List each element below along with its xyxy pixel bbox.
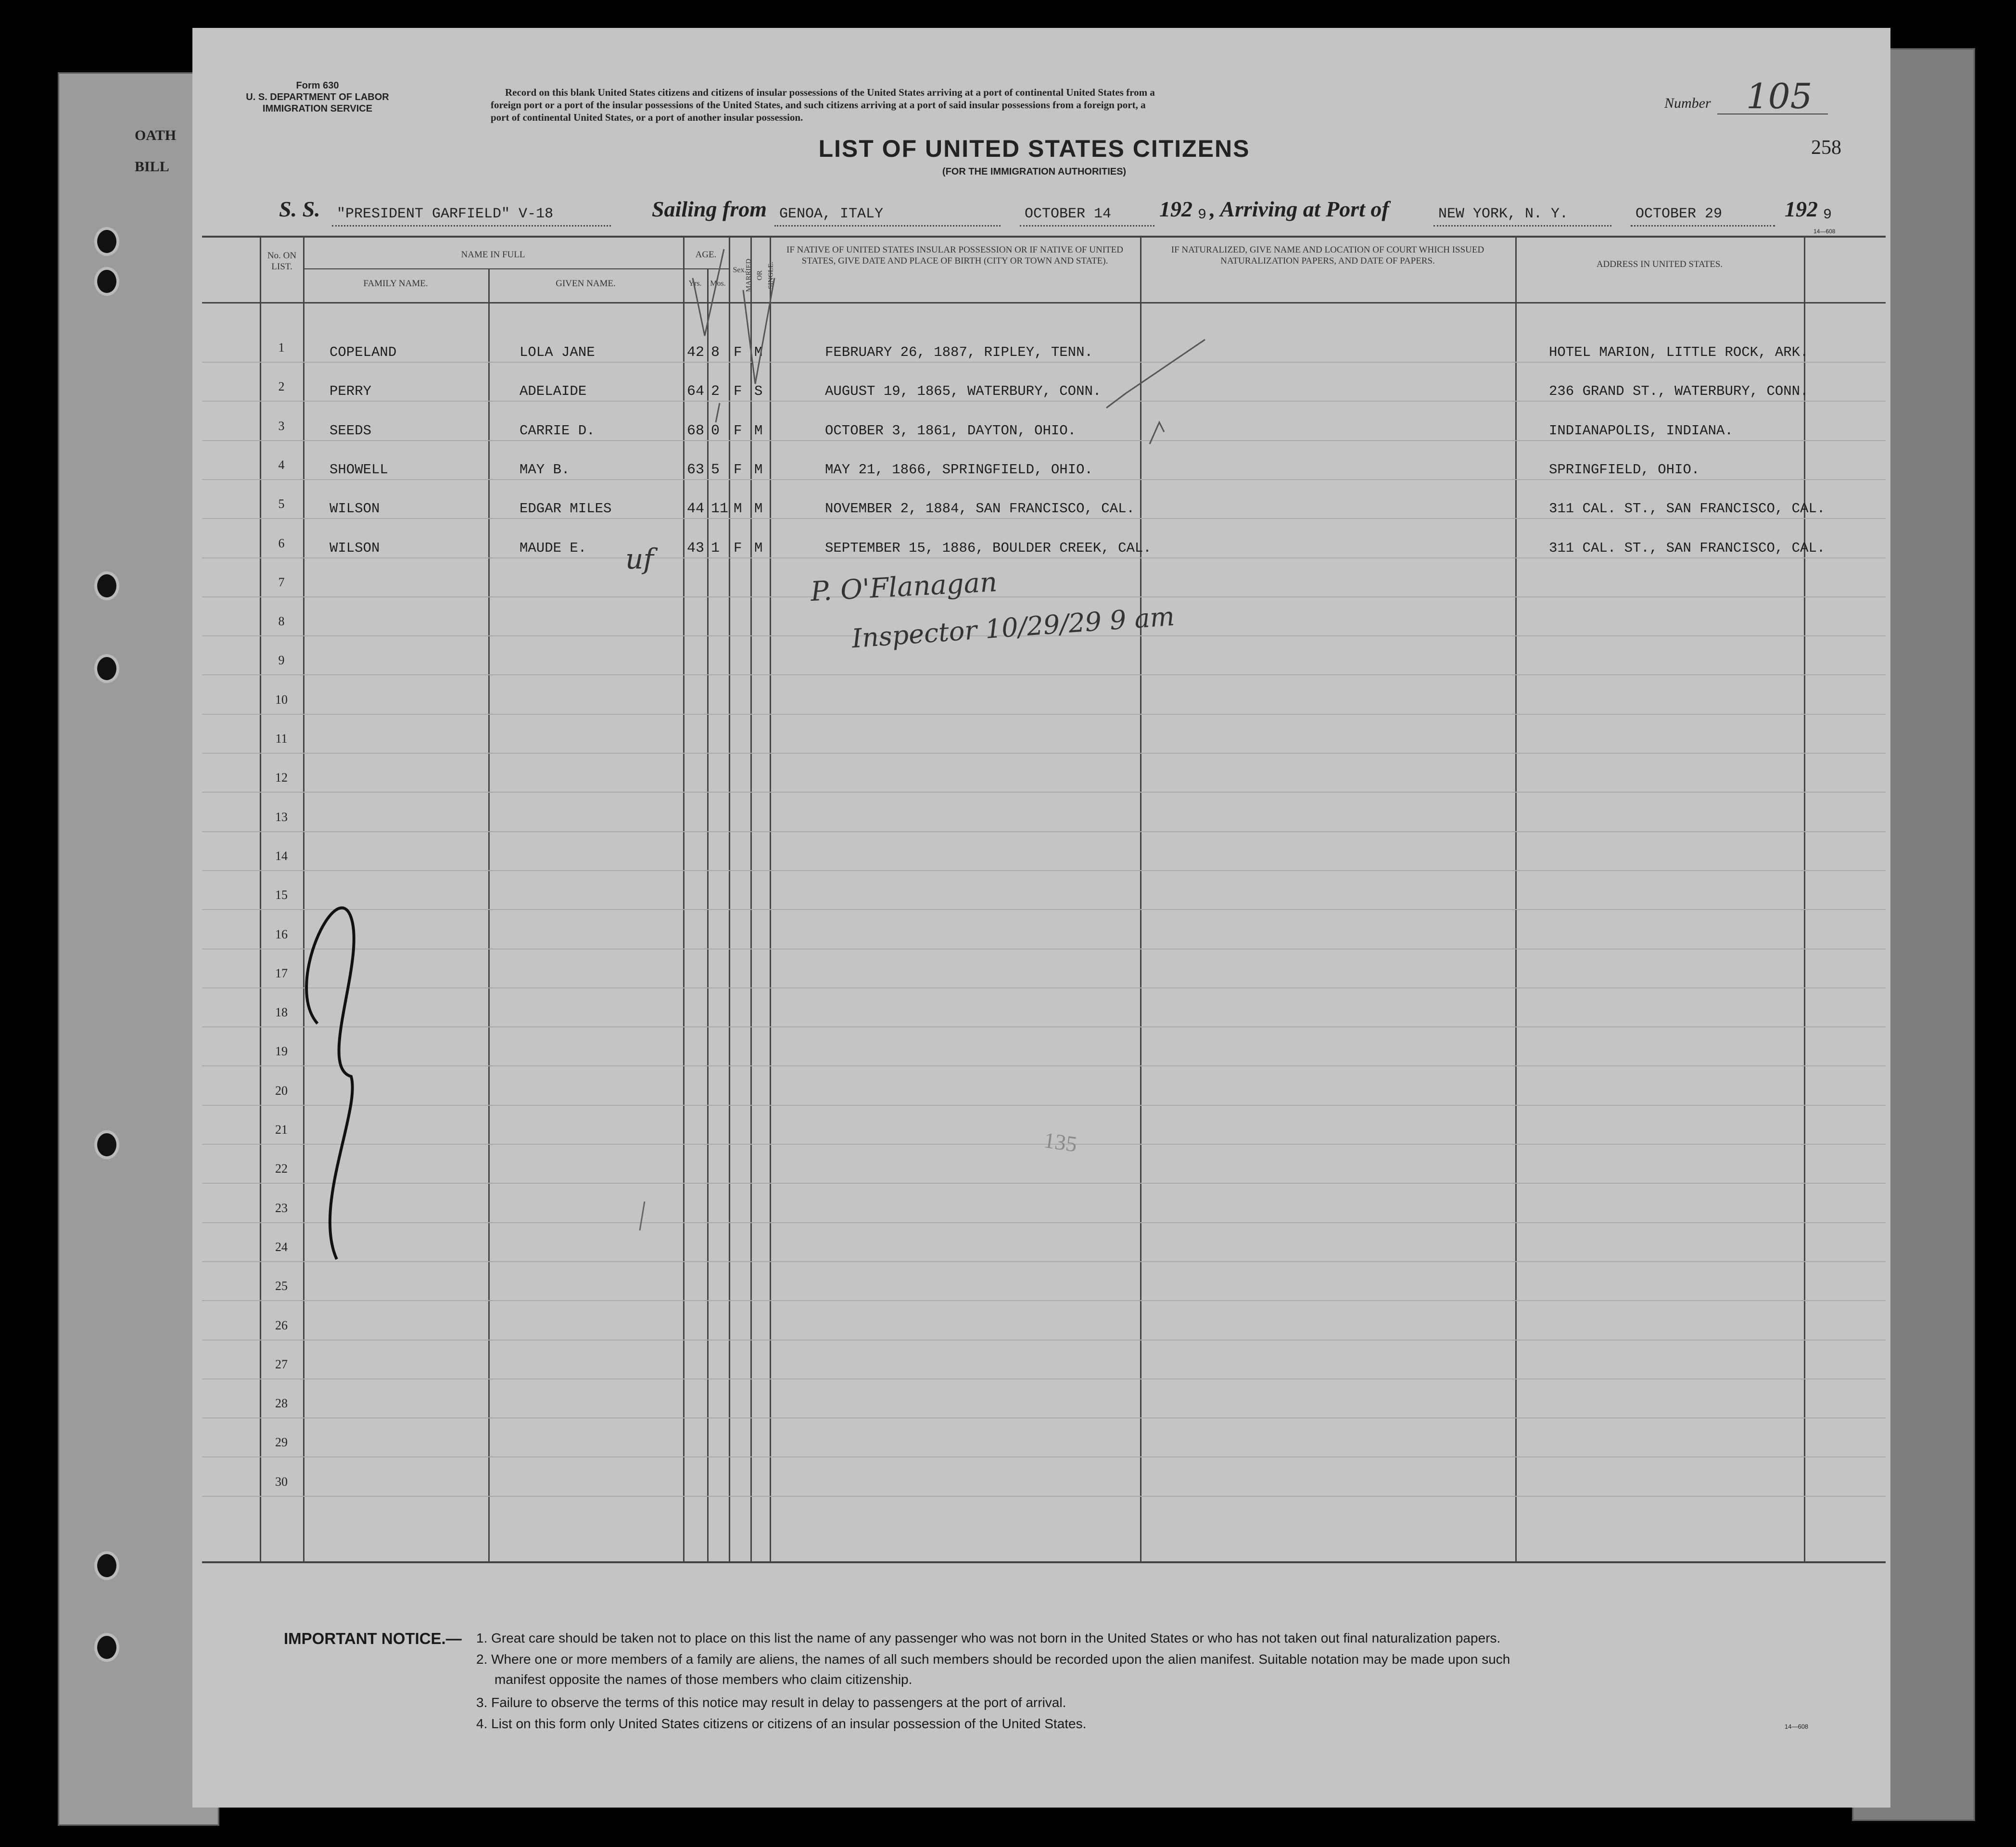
row-number: 4: [278, 457, 285, 472]
checkmark-row2: [1150, 422, 1164, 444]
manifest-page: [192, 28, 1890, 1808]
number-value: 105: [1746, 76, 1813, 116]
binder-hole: [94, 1633, 119, 1662]
row-number: 19: [275, 1044, 288, 1059]
binder-hole: [94, 267, 119, 296]
row-number: 17: [275, 966, 288, 980]
row-number: 11: [275, 732, 288, 746]
family-name-cell: WILSON: [330, 540, 380, 556]
binder-hole: [94, 654, 119, 683]
given-name-cell: LOLA JANE: [520, 344, 595, 360]
binder-hole: [94, 1130, 119, 1159]
header-naturalized: IF NATURALIZED, GIVE NAME AND LOCATION OF COURT WHICH ISSUED NATURALIZATION PAPERS, AND DATE OF PAPERS.: [1171, 245, 1484, 266]
row-number: 21: [275, 1123, 288, 1137]
address-cell: 236 GRAND ST., WATERBURY, CONN.: [1549, 383, 1809, 400]
sex-cell: F: [734, 461, 742, 478]
notice-item-2b: manifest opposite the names of those members who claim citizenship.: [494, 1672, 913, 1687]
birth-cell: SEPTEMBER 15, 1886, BOULDER CREEK, CAL.: [825, 540, 1152, 556]
page-title: LIST OF UNITED STATES CITIZENS: [818, 135, 1250, 162]
row-number: 23: [275, 1201, 288, 1215]
row-number: 27: [275, 1357, 288, 1371]
row-number: 25: [275, 1279, 288, 1293]
sex-cell: F: [734, 540, 742, 556]
annotation-marks: [192, 28, 1890, 1808]
form-intro-line-3: port of continental United States, or a port of another insular possession.: [491, 112, 803, 123]
page-number: 258: [1811, 137, 1841, 159]
back-sheet-label-oath: OATH: [135, 127, 177, 143]
age-months-cell: 2: [711, 383, 720, 400]
family-name-cell: PERRY: [330, 383, 372, 400]
form-intro-line-2: foreign port or a port of the insular possessions of the United States, and such citizens arriving at a port of said insular possessions from a foreign port, a: [491, 99, 1146, 111]
age-years-cell: 63: [687, 461, 705, 478]
address-cell: INDIANAPOLIS, INDIANA.: [1549, 422, 1733, 439]
header-name-in-full: NAME IN FULL: [461, 250, 525, 260]
age-years-cell: 42: [687, 344, 705, 361]
marital-status-cell: M: [754, 422, 763, 439]
row-number: 24: [275, 1240, 288, 1254]
sailing-year-digit: 9: [1198, 207, 1207, 223]
arriving-label: , Arriving at Port of: [1210, 197, 1389, 221]
checkmark-yrs: [693, 249, 724, 336]
given-name-cell: MAY B.: [520, 461, 570, 478]
pencil-scribble-left: [306, 908, 354, 1259]
given-name-cell: EDGAR MILES: [520, 501, 612, 517]
family-name-cell: SHOWELL: [330, 461, 388, 478]
age-months-cell: 11: [711, 501, 729, 518]
marital-status-cell: M: [754, 540, 763, 556]
row-number: 2: [278, 380, 285, 394]
arrival-date: OCTOBER 29: [1636, 206, 1723, 222]
age-months-cell: 8: [711, 344, 720, 361]
notice-heading: IMPORTANT NOTICE.—: [284, 1630, 462, 1647]
sex-cell: M: [734, 501, 742, 517]
binder-hole: [94, 1551, 119, 1580]
notice-item-1: 1. Great care should be taken not to place on this list the name of any passenger who was not born in the United States or who has not taken out final naturalization papers.: [476, 1631, 1501, 1645]
arrival-year-prefix: 192: [1785, 197, 1818, 221]
marital-status-cell: M: [754, 501, 763, 517]
row-number: 20: [275, 1083, 288, 1098]
form-service: IMMIGRATION SERVICE: [262, 103, 373, 114]
header-age: AGE.: [695, 250, 717, 260]
form-department: U. S. DEPARTMENT OF LABOR: [246, 92, 389, 102]
address-cell: HOTEL MARION, LITTLE ROCK, ARK.: [1549, 344, 1809, 360]
marital-status-cell: M: [754, 461, 763, 478]
sex-cell: F: [734, 422, 742, 439]
header-sex: Sex.: [733, 266, 747, 274]
row-number: 18: [275, 1005, 288, 1020]
notice-item-4: 4. List on this form only United States citizens or citizens of an insular possession of the United States.: [476, 1716, 1087, 1731]
margin-handwritten-mark: uf: [625, 543, 654, 575]
pencil-mark-mos: [716, 403, 720, 422]
age-years-cell: 68: [687, 422, 705, 439]
row-number: 30: [275, 1474, 288, 1489]
sailing-from-port: GENOA, ITALY: [779, 206, 884, 222]
header-no-on-list: No. ON LIST.: [267, 251, 297, 272]
marital-status-cell: S: [754, 383, 763, 400]
row-number: 16: [275, 927, 288, 941]
arrival-year-digit: 9: [1823, 207, 1832, 223]
sailing-year-prefix: 192: [1159, 197, 1192, 221]
inspector-signature: P. O'Flanagan: [810, 566, 998, 608]
header-address: ADDRESS IN UNITED STATES.: [1596, 259, 1723, 269]
sex-cell: F: [734, 344, 742, 360]
ship-name: "PRESIDENT GARFIELD" V-18: [337, 206, 554, 222]
header-given-name: GIVEN NAME.: [556, 278, 616, 289]
notice-item-2a: 2. Where one or more members of a family are aliens, the names of all such members should be recorded upon the alien manifest. Suitable notation may be made upon such: [476, 1652, 1510, 1667]
age-years-cell: 43: [687, 540, 705, 557]
birth-cell: FEBRUARY 26, 1887, RIPLEY, TENN.: [825, 344, 1093, 360]
inspector-date-line: Inspector 10/29/29 9 am: [850, 601, 1176, 654]
back-sheet-label-bill: BILL: [135, 159, 169, 175]
family-name-cell: WILSON: [330, 501, 380, 517]
binder-hole: [94, 227, 119, 256]
birth-cell: AUGUST 19, 1865, WATERBURY, CONN.: [825, 383, 1102, 400]
sailing-date: OCTOBER 14: [1025, 206, 1112, 222]
row-number: 1: [278, 341, 285, 354]
row-number: 3: [278, 418, 285, 433]
row-number: 6: [278, 536, 285, 550]
page-subtitle: (FOR THE IMMIGRATION AUTHORITIES): [942, 166, 1127, 177]
age-months-cell: 1: [711, 540, 720, 557]
row-number: 10: [275, 692, 288, 707]
ss-label: S. S.: [279, 197, 320, 221]
row-number: 26: [275, 1318, 288, 1332]
pencil-tick: [640, 1202, 645, 1230]
given-name-cell: MAUDE E.: [520, 540, 587, 556]
row-number: 8: [278, 614, 285, 629]
age-years-cell: 44: [687, 501, 705, 518]
header-mos: Mos.: [710, 279, 726, 288]
row-number: 29: [275, 1435, 288, 1450]
sex-cell: F: [734, 383, 742, 400]
row-number: 15: [275, 888, 288, 902]
form-number: Form 630: [296, 80, 339, 91]
address-cell: 311 CAL. ST., SAN FRANCISCO, CAL.: [1549, 501, 1826, 517]
row-number: 14: [275, 848, 288, 863]
address-cell: SPRINGFIELD, OHIO.: [1549, 461, 1700, 478]
checkmark-ms: [743, 278, 774, 384]
form-bottom-code: 14—608: [1785, 1723, 1809, 1730]
family-name-cell: SEEDS: [330, 422, 372, 439]
header-yrs: Yrs.: [688, 279, 702, 288]
age-years-cell: 64: [687, 383, 705, 400]
row-number: 12: [275, 771, 288, 785]
age-months-cell: 5: [711, 461, 720, 478]
row-number: 9: [278, 653, 285, 668]
form-intro-line-1: Record on this blank United States citizens and citizens of insular possessions of the United States arriving at a port of continental United States from a: [505, 87, 1155, 98]
birth-cell: NOVEMBER 2, 1884, SAN FRANCISCO, CAL.: [825, 501, 1135, 517]
age-months-cell: 0: [711, 422, 720, 439]
notice-item-3: 3. Failure to observe the terms of this notice may result in delay to passengers at the port of arrival.: [476, 1695, 1066, 1710]
arrival-port: NEW YORK, N. Y.: [1438, 206, 1569, 222]
row-number: 22: [275, 1162, 288, 1176]
header-married-or-single: MARRIED OR SINGLE.: [745, 258, 775, 292]
header-birth: IF NATIVE OF UNITED STATES INSULAR POSSESSION OR IF NATIVE OF UNITED STATES, GIVE DATE AND PLACE OF BIRTH (CITY OR TOWN AND STATE).: [786, 245, 1123, 266]
stamp-number: 135: [1042, 1127, 1079, 1157]
printer-code: 14—608: [1813, 228, 1836, 235]
birth-cell: MAY 21, 1866, SPRINGFIELD, OHIO.: [825, 461, 1093, 478]
marital-status-cell: M: [754, 344, 763, 360]
family-name-cell: COPELAND: [330, 344, 397, 360]
address-cell: 311 CAL. ST., SAN FRANCISCO, CAL.: [1549, 540, 1826, 556]
birth-cell: OCTOBER 3, 1861, DAYTON, OHIO.: [825, 422, 1077, 439]
number-label: Number: [1664, 95, 1711, 111]
row-number: 13: [275, 810, 288, 824]
row-number: 7: [278, 575, 285, 589]
given-name-cell: CARRIE D.: [520, 422, 595, 439]
given-name-cell: ADELAIDE: [520, 383, 587, 400]
header-family-name: FAMILY NAME.: [363, 278, 428, 289]
row-number: 5: [278, 497, 285, 511]
row-number: 28: [275, 1396, 288, 1411]
checkmark-birth: [1106, 340, 1205, 408]
binder-hole: [94, 571, 119, 600]
sailing-label: Sailing from: [652, 197, 767, 221]
